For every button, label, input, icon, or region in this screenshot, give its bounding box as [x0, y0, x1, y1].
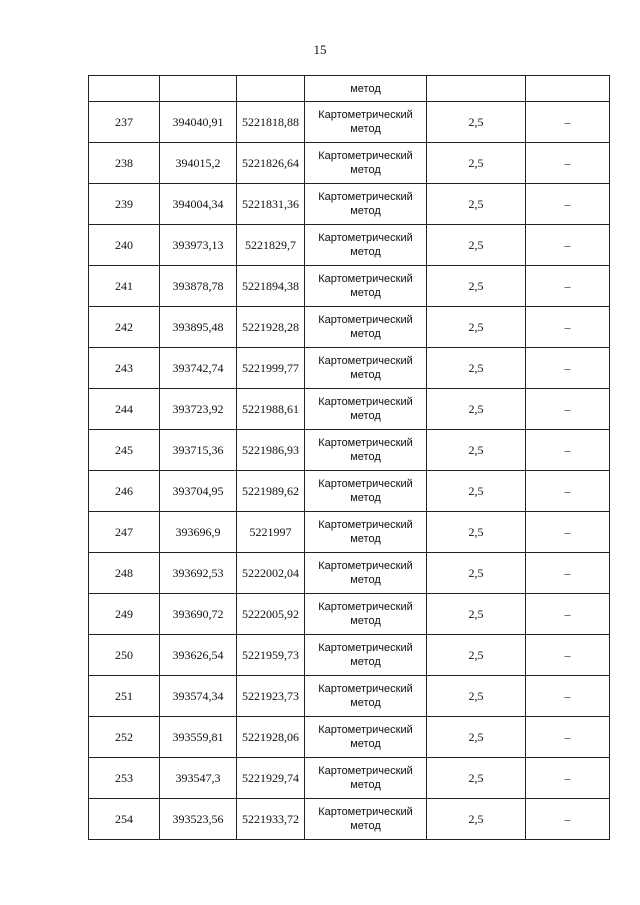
table-row — [89, 471, 610, 512]
cell-coord-y: 5221933,72 — [237, 799, 305, 840]
table-row — [89, 102, 610, 143]
cell-accuracy: 2,5 — [427, 307, 526, 348]
cell-point-number: 243 — [89, 348, 160, 389]
cell-coord-x: 393715,36 — [160, 430, 237, 471]
cell-method: Картометрический метод — [305, 307, 427, 348]
cell-note: – — [526, 758, 610, 799]
cell-method: Картометрический метод — [305, 102, 427, 143]
table-row — [89, 389, 610, 430]
cell-method: Картометрический метод — [305, 143, 427, 184]
cell-coord-y: 5221997 — [237, 512, 305, 553]
cell-coord-x: 393895,48 — [160, 307, 237, 348]
cell-method: Картометрический метод — [305, 635, 427, 676]
cell-accuracy: 2,5 — [427, 799, 526, 840]
table-row — [89, 676, 610, 717]
cell-coord-x: 393878,78 — [160, 266, 237, 307]
cell-method: Картометрический метод — [305, 225, 427, 266]
cell-empty — [526, 76, 610, 102]
cell-accuracy: 2,5 — [427, 225, 526, 266]
cell-coord-x: 393696,9 — [160, 512, 237, 553]
cell-coord-y: 5221923,73 — [237, 676, 305, 717]
cell-note: – — [526, 225, 610, 266]
cell-note: – — [526, 184, 610, 225]
cell-note: – — [526, 553, 610, 594]
cell-coord-y: 5221988,61 — [237, 389, 305, 430]
cell-coord-y: 5221831,36 — [237, 184, 305, 225]
continuation-row — [89, 76, 610, 102]
cell-coord-y: 5221829,7 — [237, 225, 305, 266]
cell-method: Картометрический метод — [305, 348, 427, 389]
table-row — [89, 225, 610, 266]
cell-point-number: 241 — [89, 266, 160, 307]
cell-accuracy: 2,5 — [427, 717, 526, 758]
table-row — [89, 348, 610, 389]
table-row — [89, 594, 610, 635]
cell-point-number: 252 — [89, 717, 160, 758]
cell-coord-y: 5221818,88 — [237, 102, 305, 143]
cell-method: Картометрический метод — [305, 389, 427, 430]
cell-point-number: 249 — [89, 594, 160, 635]
cell-accuracy: 2,5 — [427, 430, 526, 471]
cell-coord-y: 5221999,77 — [237, 348, 305, 389]
cell-point-number: 253 — [89, 758, 160, 799]
cell-coord-y: 5221928,28 — [237, 307, 305, 348]
cell-point-number: 238 — [89, 143, 160, 184]
cell-coord-y: 5221959,73 — [237, 635, 305, 676]
cell-coord-x: 393973,13 — [160, 225, 237, 266]
cell-point-number: 246 — [89, 471, 160, 512]
cell-coord-y: 5221986,93 — [237, 430, 305, 471]
cell-accuracy: 2,5 — [427, 676, 526, 717]
cell-note: – — [526, 143, 610, 184]
cell-coord-x: 393690,72 — [160, 594, 237, 635]
cell-note: – — [526, 389, 610, 430]
cell-empty — [237, 76, 305, 102]
cell-coord-x: 393626,54 — [160, 635, 237, 676]
cell-note: – — [526, 430, 610, 471]
cell-empty — [160, 76, 237, 102]
cell-coord-y: 5221989,62 — [237, 471, 305, 512]
cell-method: Картометрический метод — [305, 512, 427, 553]
cell-note: – — [526, 717, 610, 758]
cell-empty — [427, 76, 526, 102]
cell-coord-x: 394040,91 — [160, 102, 237, 143]
cell-accuracy: 2,5 — [427, 594, 526, 635]
cell-note: – — [526, 676, 610, 717]
cell-note: – — [526, 266, 610, 307]
page-number: 15 — [313, 42, 327, 57]
cell-coord-y: 5222005,92 — [237, 594, 305, 635]
cell-accuracy: 2,5 — [427, 348, 526, 389]
cell-point-number: 248 — [89, 553, 160, 594]
cell-coord-y: 5222002,04 — [237, 553, 305, 594]
cell-note: – — [526, 635, 610, 676]
cell-point-number: 251 — [89, 676, 160, 717]
cell-coord-x: 393547,3 — [160, 758, 237, 799]
cell-method: Картометрический метод — [305, 266, 427, 307]
cell-point-number: 240 — [89, 225, 160, 266]
cell-method: Картометрический метод — [305, 430, 427, 471]
cell-note: – — [526, 102, 610, 143]
cell-note: – — [526, 512, 610, 553]
coordinates-table — [88, 75, 610, 840]
table-row — [89, 307, 610, 348]
cell-method-continuation: метод — [305, 76, 427, 102]
cell-coord-y: 5221929,74 — [237, 758, 305, 799]
cell-coord-x: 393692,53 — [160, 553, 237, 594]
table-row — [89, 512, 610, 553]
cell-coord-x: 393574,34 — [160, 676, 237, 717]
table-row — [89, 635, 610, 676]
cell-coord-x: 393742,74 — [160, 348, 237, 389]
cell-coord-x: 393559,81 — [160, 717, 237, 758]
table-row — [89, 266, 610, 307]
cell-coord-x: 393704,95 — [160, 471, 237, 512]
cell-accuracy: 2,5 — [427, 471, 526, 512]
cell-coord-x: 394004,34 — [160, 184, 237, 225]
cell-accuracy: 2,5 — [427, 758, 526, 799]
cell-method: Картометрический метод — [305, 717, 427, 758]
table-body — [89, 76, 610, 840]
cell-method: Картометрический метод — [305, 471, 427, 512]
cell-point-number: 237 — [89, 102, 160, 143]
cell-point-number: 239 — [89, 184, 160, 225]
table-row — [89, 799, 610, 840]
cell-coord-x: 393723,92 — [160, 389, 237, 430]
cell-note: – — [526, 307, 610, 348]
cell-point-number: 247 — [89, 512, 160, 553]
cell-accuracy: 2,5 — [427, 266, 526, 307]
cell-accuracy: 2,5 — [427, 512, 526, 553]
cell-empty — [89, 76, 160, 102]
cell-note: – — [526, 799, 610, 840]
cell-accuracy: 2,5 — [427, 184, 526, 225]
cell-accuracy: 2,5 — [427, 143, 526, 184]
cell-coord-y: 5221928,06 — [237, 717, 305, 758]
table-row — [89, 143, 610, 184]
cell-method: Картометрический метод — [305, 553, 427, 594]
table-row — [89, 717, 610, 758]
cell-accuracy: 2,5 — [427, 553, 526, 594]
cell-coord-x: 393523,56 — [160, 799, 237, 840]
cell-point-number: 244 — [89, 389, 160, 430]
cell-note: – — [526, 348, 610, 389]
cell-point-number: 250 — [89, 635, 160, 676]
cell-note: – — [526, 471, 610, 512]
cell-method: Картометрический метод — [305, 758, 427, 799]
cell-method: Картометрический метод — [305, 799, 427, 840]
cell-coord-y: 5221826,64 — [237, 143, 305, 184]
cell-method: Картометрический метод — [305, 184, 427, 225]
cell-coord-y: 5221894,38 — [237, 266, 305, 307]
cell-note: – — [526, 594, 610, 635]
table-row — [89, 758, 610, 799]
table-row — [89, 184, 610, 225]
cell-point-number: 245 — [89, 430, 160, 471]
cell-point-number: 242 — [89, 307, 160, 348]
cell-method: Картометрический метод — [305, 594, 427, 635]
cell-point-number: 254 — [89, 799, 160, 840]
table-row — [89, 430, 610, 471]
cell-coord-x: 394015,2 — [160, 143, 237, 184]
cell-accuracy: 2,5 — [427, 102, 526, 143]
cell-method: Картометрический метод — [305, 676, 427, 717]
table-row — [89, 553, 610, 594]
cell-accuracy: 2,5 — [427, 635, 526, 676]
cell-accuracy: 2,5 — [427, 389, 526, 430]
